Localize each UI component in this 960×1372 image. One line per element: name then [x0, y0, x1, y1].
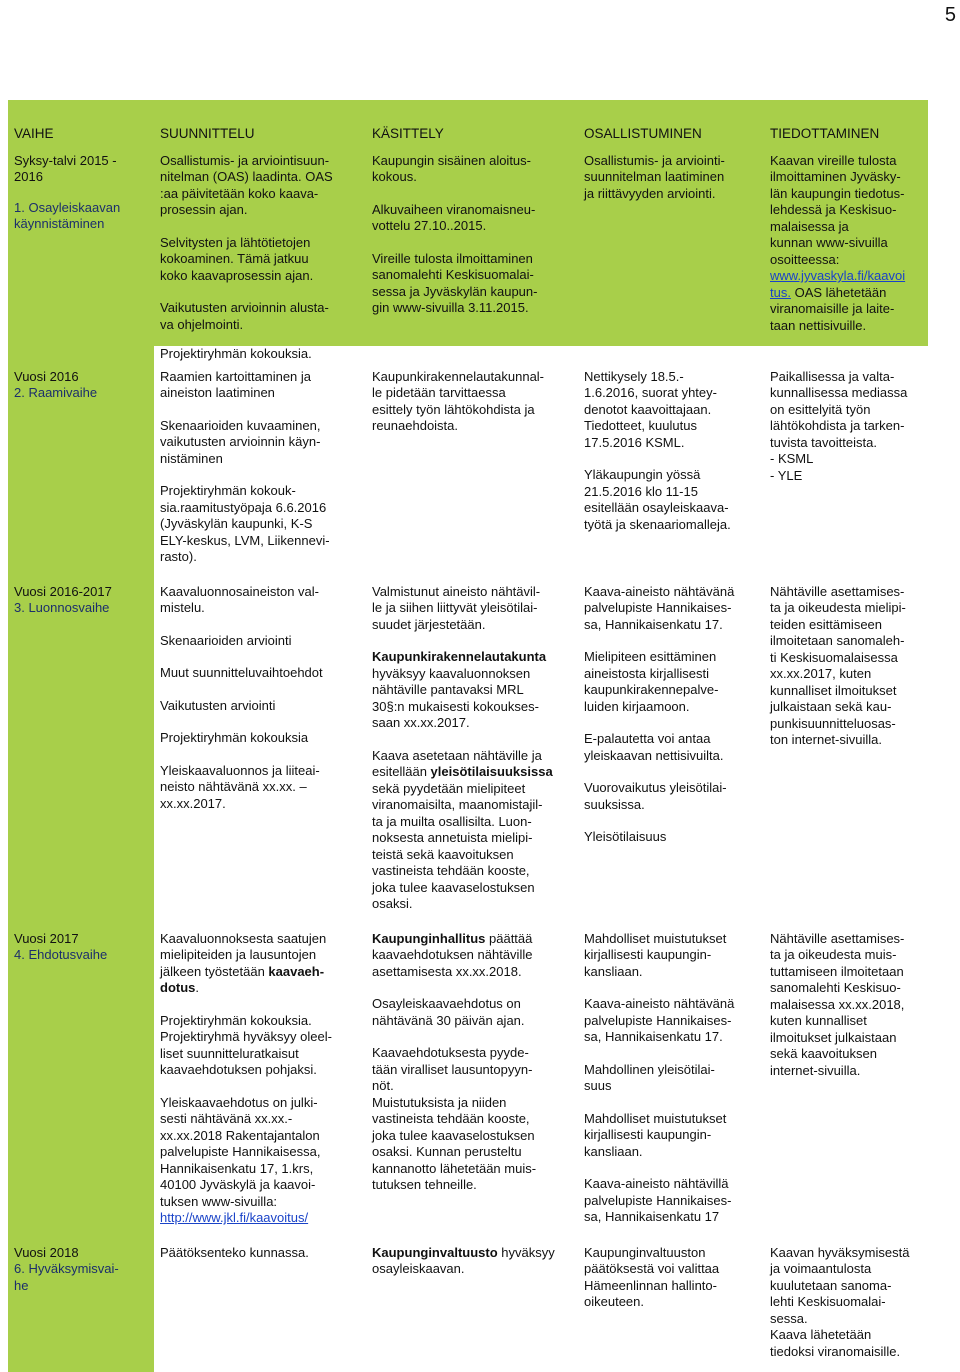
kasittely-cell [366, 925, 578, 1239]
cell-text: Vireille tulosta ilmoittaminen sanomalehti Keskisuomalai- sessa ja Jyväskylän kaupun- gin www-sivuilla 3.11.2015. [372, 251, 572, 317]
table-row [8, 1239, 928, 1372]
cell-text [372, 748, 572, 913]
cell-text: Selvitysten ja lähtötietojen kokoaminen. Tämä jatkuu koko kaavaprosessin ajan. [160, 235, 360, 285]
cell-text: Kaava-aineisto nähtävänä palvelupiste Hannikaises- sa, Hannikaisenkatu 17. [584, 996, 758, 1046]
column-header-osallistuminen: OSALLISTUMINEN [578, 100, 764, 147]
cell-text: Projektiryhmän kokouk- sia.raamitustyöpaja 6.6.2016 (Jyväskylän kaupunki, K-S ELY-keskus, LVM, Liikennevi- rasto). [160, 483, 360, 566]
cell-text [372, 1245, 572, 1278]
kasittely-cell [366, 1239, 578, 1372]
column-header-suunnittelu: SUUNNITTELU [154, 100, 366, 147]
tiedottaminen-cell [764, 925, 928, 1239]
cell-text-part: hyväksyy osayleiskaavan. [372, 1245, 555, 1277]
phase-name: 4. Ehdotusvaihe [14, 947, 148, 964]
tiedottaminen-cell [764, 1239, 928, 1372]
cell-text [770, 153, 922, 335]
phase-year: Vuosi 2016-2017 [14, 584, 148, 601]
kasittely-cell [366, 363, 578, 578]
cell-text: Vaikutusten arviointi [160, 698, 360, 715]
cell-text-part: Kaava asetetaan nähtäville ja esitellään [372, 748, 542, 780]
phase-year: Vuosi 2016 [14, 369, 148, 386]
cell-text: Kaupungin sisäinen aloitus- kokous. [372, 153, 572, 186]
osallistuminen-cell [578, 363, 764, 578]
table-row [8, 578, 928, 925]
suunnittelu-cell [154, 1239, 366, 1372]
jkl-kaavoitus-link[interactable]: http://www.jkl.fi/kaavoitus/ [160, 1210, 308, 1225]
phase-cell [8, 363, 154, 578]
cell-text: Mielipiteen esittäminen aineistosta kirjallisesti kaupunkirakennepalve- luiden kirjaamoon. [584, 649, 758, 715]
cell-text-part: Kaavan vireille tulosta ilmoittaminen Jyväsky- län kaupungin tiedotus- lehdessä ja Keskisuo- malaisessa ja kunnan www-sivuilla osoitteessa: [770, 153, 904, 267]
cell-text: Osallistumis- ja arviointisuun- nitelman (OAS) laadinta. OAS :aa päivitetään koko kaava- prosessin ajan. [160, 153, 360, 219]
cell-text: Nettikysely 18.5.- 1.6.2016, suorat yhtey- denotot kaavoittajaan. Tiedotteet, kuulutus 17.5.2016 KSML. [584, 369, 758, 452]
cell-text-part: . [195, 980, 199, 995]
cell-text: Päätöksenteko kunnassa. [160, 1245, 360, 1262]
table-header-row [8, 100, 928, 147]
column-header-tiedottaminen: TIEDOTTAMINEN [764, 100, 928, 147]
table-row [8, 346, 928, 363]
osallistuminen-cell [578, 1239, 764, 1372]
cell-text-bold: Kaupunkirakennelautakunta [372, 649, 546, 664]
cell-text: Projektiryhmän kokouksia [160, 730, 360, 747]
kasittely-cell [366, 578, 578, 925]
suunnittelu-cell [154, 363, 366, 578]
tiedottaminen-cell [764, 147, 928, 347]
phase-name: 2. Raamivaihe [14, 385, 148, 402]
cell-text: Mahdolliset muistutukset kirjallisesti kaupungin- kansliaan. [584, 931, 758, 981]
phase-name: 1. Osayleiskaavan käynnistäminen [14, 200, 148, 233]
cell-text: Mahdolliset muistutukset kirjallisesti kaupungin- kansliaan. [584, 1111, 758, 1161]
cell-text: Muut suunnitteluvaihtoehdot [160, 665, 360, 682]
cell-text: Raamien kartoittaminen ja aineiston laatiminen [160, 369, 360, 402]
cell-text: Yleisötilaisuus [584, 829, 758, 846]
cell-text: Kaupunginvaltuuston päätöksestä voi valittaa Hämeenlinnan hallinto- oikeuteen. [584, 1245, 758, 1311]
table-row [8, 925, 928, 1239]
cell-text: Vaikutusten arvioinnin alusta- va ohjelmointi. [160, 300, 360, 333]
cell-text [372, 931, 572, 981]
cell-text: Projektiryhmän kokouksia. Projektiryhmä hyväksyy oleel- liset suunnitteluratkaisut kaavaehdotuksen pohjaksi. [160, 1013, 360, 1079]
cell-text-bold: kaavaeh- dotus [160, 964, 324, 996]
cell-text-part: päättää kaavaehdotuksen nähtäville asettamisesta xx.xx.2018. [372, 931, 532, 979]
cell-text: Alkuvaiheen viranomaisneu- vottelu 27.10..2015. [372, 202, 572, 235]
kasittely-cell [366, 147, 578, 347]
cell-text-part: Yleiskaavaehdotus on julki- sesti nähtävänä xx.xx.- xx.xx.2018 Rakentajantalon palvelupiste Hannikaisessa, Hannikaisenkatu 17, 1.krs, 40100 Jyväskylä ja kaavoi- tuksen www-sivuilla: [160, 1095, 320, 1209]
cell-text [372, 649, 572, 732]
column-header-kasittely: KÄSITTELY [366, 100, 578, 147]
cell-text: Kaava-aineisto nähtävänä palvelupiste Hannikaises- sa, Hannikaisenkatu 17. [584, 584, 758, 634]
osallistuminen-cell [578, 925, 764, 1239]
tiedottaminen-cell [764, 363, 928, 578]
cell-text: Projektiryhmän kokouksia. [160, 346, 312, 361]
cell-text-bold: Kaupunginhallitus [372, 931, 485, 946]
phase-cell [8, 925, 154, 1239]
suunnittelu-cell [154, 147, 366, 347]
planning-schedule-table [8, 100, 928, 1372]
cell-text [160, 931, 360, 997]
cell-text-part: hyväksyy kaavaluonnoksen nähtäville pantavaksi MRL 30§:n mukaisesti kokoukses- saan xx.xx.2017. [372, 666, 539, 731]
suunnittelu-cell [154, 925, 366, 1239]
phase-cell [8, 1239, 154, 1372]
cell-text-bold: Kaupunginvaltuusto [372, 1245, 498, 1260]
cell-text: Valmistunut aineisto nähtävil- le ja siihen liittyvät yleisötilai- suudet järjestetään. [372, 584, 572, 634]
table-row [8, 363, 928, 578]
cell-text: Skenaarioiden kuvaaminen, vaikutusten arvioinnin käyn- nistäminen [160, 418, 360, 468]
cell-text: Skenaarioiden arviointi [160, 633, 360, 650]
cell-text: Kaavaehdotuksesta pyyde- tään viralliset lausuntopyyn- nöt. Muistutuksista ja niiden vastineista tehdään kooste, joka tulee kaavaselostuksen osaksi. Kunnan perusteltu kannanotto lähetetään muis- tutuksen tehneille. [372, 1045, 572, 1194]
suunnittelu-cell [154, 346, 366, 363]
cell-text: Yläkaupungin yössä 21.5.2016 klo 11-15 esitellään osayleiskaava- työtä ja skenaariomalleja. [584, 467, 758, 533]
cell-text: Vuorovaikutus yleisötilai- suuksissa. [584, 780, 758, 813]
phase-year: Syksy-talvi 2015 - 2016 [14, 153, 148, 186]
kaavoitus-link[interactable]: www.jyvaskyla.fi/kaavoi tus. [770, 268, 905, 300]
cell-text: Kaavaluonnosaineiston val- mistelu. [160, 584, 360, 617]
cell-text: Kaupunkirakennelautakunnal- le pidetään tarvittaessa esittely työn lähtökohdista ja reunaehdoista. [372, 369, 572, 435]
cell-text: Yleiskaavaluonnos ja liiteai- neisto nähtävänä xx.xx. – xx.xx.2017. [160, 763, 360, 813]
cell-text: E-palautetta voi antaa yleiskaavan nettisivuilta. [584, 731, 758, 764]
cell-text-part: OAS lähetetään viranomaisille ja laite- taan nettisivuille. [770, 285, 894, 333]
cell-text-part: Kaavaluonnoksesta saatujen mielipiteiden ja lausuntojen jälkeen työstetään [160, 931, 326, 979]
osallistuminen-cell [578, 578, 764, 925]
page-number: 5 [945, 4, 956, 27]
phase-name: 3. Luonnosvaihe [14, 600, 148, 617]
table-row [8, 147, 928, 347]
cell-text: Kaavan hyväksymisestä ja voimaantulosta kuulutetaan sanoma- lehti Keskisuomalai- sessa. Kaava lähetetään tiedoksi viranomaisille. [770, 1245, 922, 1361]
phase-name: 6. Hyväksymisvai- he [14, 1261, 148, 1294]
cell-text-bold: yleisötilaisuuksissa [431, 764, 553, 779]
phase-cell [8, 578, 154, 925]
cell-text: Kaava-aineisto nähtävillä palvelupiste Hannikaises- sa, Hannikaisenkatu 17 [584, 1176, 758, 1226]
cell-text: Osallistumis- ja arviointi- suunnitelman laatiminen ja riittävyyden arviointi. [584, 153, 758, 203]
phase-year: Vuosi 2018 [14, 1245, 148, 1262]
cell-text [160, 1095, 360, 1227]
tiedottaminen-cell [764, 578, 928, 925]
cell-text: Paikallisessa ja valta- kunnallisessa mediassa on esittelyitä työn lähtökohdista ja tarken- tuvista tavoitteista. - KSML - YLE [770, 369, 922, 485]
phase-cell [8, 147, 154, 347]
cell-text: Osayleiskaavaehdotus on nähtävänä 30 päivän ajan. [372, 996, 572, 1029]
column-header-vaihe: VAIHE [8, 100, 154, 147]
cell-text: Nähtäville asettamises- ta ja oikeudesta muis- tuttamiseen ilmoitetaan sanomalehti Keskisuo- malaisessa xx.xx.2018, kuten kunnalliset ilmoitukset julkaistaan sekä kaavoituksen internet-sivuilla. [770, 931, 922, 1080]
cell-text-part: sekä pyydetään mielipiteet viranomaisilta, maanomistajil- ta ja muilta osallisilta. Luon- noksesta annetuista mielipi- teistä sekä kaavoituksen vastineista tehdään kooste, joka tulee kaavaselostuksen osaksi. [372, 781, 543, 912]
cell-text: Nähtäville asettamises- ta ja oikeudesta mielipi- teiden esittämiseen ilmoitetaan sanomaleh- ti Keskisuomalaisessa xx.xx.2017, kuten kunnalliset ilmoitukset julkaistaan sekä kau- punkisuunnitteluosas- ton internet-sivuilla. [770, 584, 922, 749]
osallistuminen-cell [578, 147, 764, 347]
phase-year: Vuosi 2017 [14, 931, 148, 948]
cell-text: Mahdollinen yleisötilai- suus [584, 1062, 758, 1095]
phase-cell [8, 346, 154, 363]
suunnittelu-cell [154, 578, 366, 925]
